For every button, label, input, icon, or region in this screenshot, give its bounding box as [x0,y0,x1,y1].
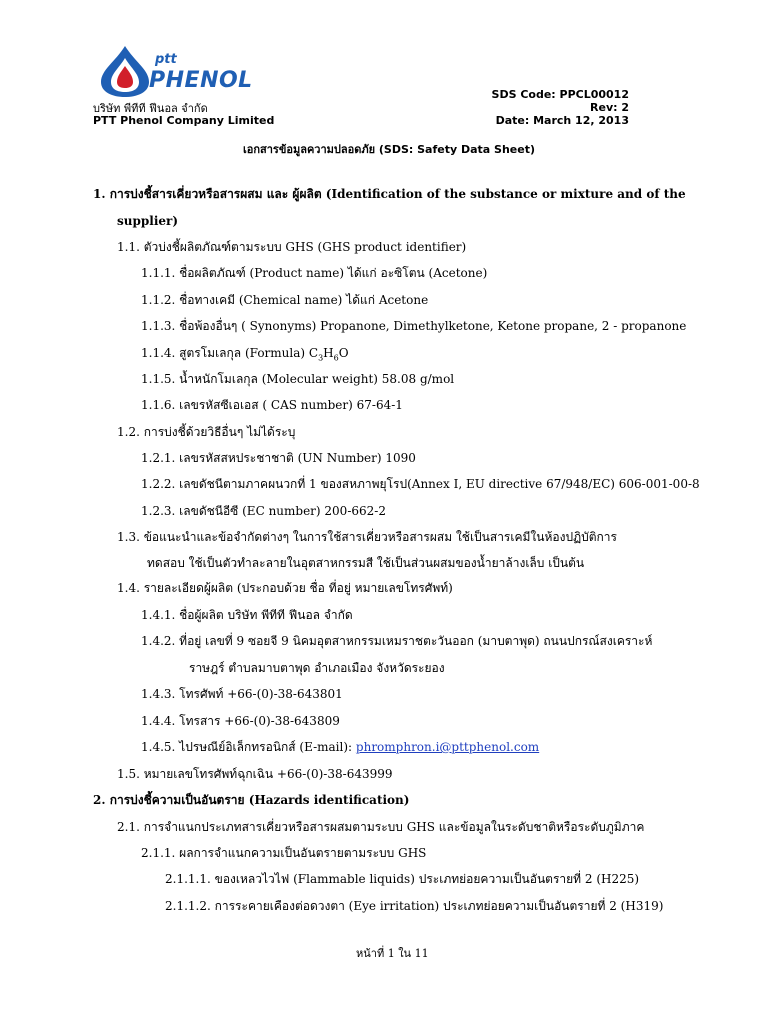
item-1-2-2: 1.2.2. เลขดัชนีตามภาคผนวกที่ 1 ของสหภาพยุโรป(Annex I, EU directive 67/948/EC) 606-001-00-8 [141,477,700,491]
item-1-4-2-cont: ราษฎร์ ตำบลมาบตาพุด อำเภอเมือง จังหวัดระยอง [189,661,445,675]
item-1-4-5 [141,739,539,755]
section-1-heading: 1. การบ่งชี้สารเคี่ยวหรือสารผสม และ ผู้ผลิต (Identification of the substance or mixture and of the [93,187,686,201]
item-1-4: 1.4. รายละเอียดผู้ผลิต (ประกอบด้วย ชื่อ ที่อยู่ หมายเลขโทรศัพท์) [117,581,453,595]
item-1-3: 1.3. ข้อแนะนำและข้อจำกัดต่างๆ ในการใช้สารเคี่ยวหรือสารผสม ใช้เป็นสารเคมีในห้องปฏิบัติการ [117,530,617,544]
item-1-2-3: 1.2.3. เลขดัชนีอีซี (EC number) 200-662-2 [141,504,386,518]
item-1-4-2: 1.4.2. ที่อยู่ เลขที่ 9 ซอยจี 9 นิคมอุตสาหกรรมเหมราชตะวันออก (มาบตาพุด) ถนนปกรณ์สงเคราะห์ [141,634,653,648]
item-2-1-1: 2.1.1. ผลการจำแนกความเป็นอันตรายตามระบบ GHS [141,846,427,860]
item-1-5: 1.5. หมายเลขโทรศัพท์ฉุกเฉิน +66-(0)-38-643999 [117,767,393,781]
logo-ptt-text: ptt [155,52,177,67]
formula-h: H [323,346,334,360]
email-label: 1.4.5. ไปรษณีย์อิเล็กทรอนิกส์ (E-mail): [141,740,356,754]
item-2-1: 2.1. การจำแนกประเภทสารเคี่ยวหรือสารผสมตามระบบ GHS และข้อมูลในระดับชาติหรือระดับภูมิภาค [117,820,645,834]
revision: Rev: 2 [590,101,629,114]
logo-phenol-text: PHENOL [149,68,253,93]
formula-o: O [338,346,349,360]
item-2-1-1-1: 2.1.1.1. ของเหลวไวไฟ (Flammable liquids) ประเภทย่อยความเป็นอันตรายที่ 2 (H225) [165,872,640,886]
item-1-4-4: 1.4.4. โทรสาร +66-(0)-38-643809 [141,714,340,728]
item-1-1: 1.1. ตัวบ่งชี้ผลิตภัณฑ์ตามระบบ GHS (GHS product identifier) [117,240,467,254]
section-1-heading-cont: supplier) [117,214,179,228]
formula-sub-3: 3 [318,353,324,363]
item-1-1-2: 1.1.2. ชื่อทางเคมี (Chemical name) ได้แก่ Acetone [141,293,429,307]
company-name-th: บริษัท พีทีที ฟีนอล จำกัด [93,102,208,115]
formula-label: 1.1.4. สูตรโมเลกุล (Formula) C [141,346,319,360]
item-1-1-4 [141,345,349,366]
item-1-1-3: 1.1.3. ชื่อพ้องอื่นๆ ( Synonyms) Propanone, Dimethylketone, Ketone propane, 2 - propanone [141,319,687,333]
company-logo [95,44,265,98]
item-1-2-1: 1.2.1. เลขรหัสสหประชาชาติ (UN Number) 1090 [141,451,416,465]
sds-code: SDS Code: PPCL00012 [491,88,629,101]
logo-drop-icon [95,44,155,98]
document-date: Date: March 12, 2013 [495,114,629,127]
item-1-2: 1.2. การบ่งชี้ด้วยวิธีอื่นๆ ไม่ได้ระบุ [117,425,296,439]
formula-sub-6: 6 [333,353,339,363]
item-1-1-1: 1.1.1. ชื่อผลิตภัณฑ์ (Product name) ได้แก่ อะซิโตน (Acetone) [141,266,488,280]
item-1-1-6: 1.1.6. เลขรหัสซีเอเอส ( CAS number) 67-64-1 [141,398,403,412]
item-1-4-3: 1.4.3. โทรศัพท์ +66-(0)-38-643801 [141,687,343,701]
item-1-1-5: 1.1.5. น้ำหนักโมเลกุล (Molecular weight) 58.08 g/mol [141,372,455,386]
email-link[interactable]: phromphron.i@pttphenol.com [355,740,540,754]
document-title: เอกสารข้อมูลความปลอดภัย (SDS: Safety Data Sheet) [243,143,536,156]
item-1-4-1: 1.4.1. ชื่อผู้ผลิต บริษัท พีทีที ฟีนอล จำกัด [141,608,353,622]
page-number: หน้าที่ 1 ใน 11 [356,947,429,960]
company-name-en: PTT Phenol Company Limited [93,114,275,127]
section-2-heading: 2. การบ่งชี้ความเป็นอันตราย (Hazards identification) [93,793,410,807]
item-2-1-1-2: 2.1.1.2. การระคายเคืองต่อดวงตา (Eye irritation) ประเภทย่อยความเป็นอันตรายที่ 2 (H319) [165,899,664,913]
item-1-3-cont: ทดสอบ ใช้เป็นตัวทำละลายในอุตสาหกรรมสี ใช้เป็นส่วนผสมของน้ำยาล้างเล็บ เป็นต้น [147,556,585,570]
